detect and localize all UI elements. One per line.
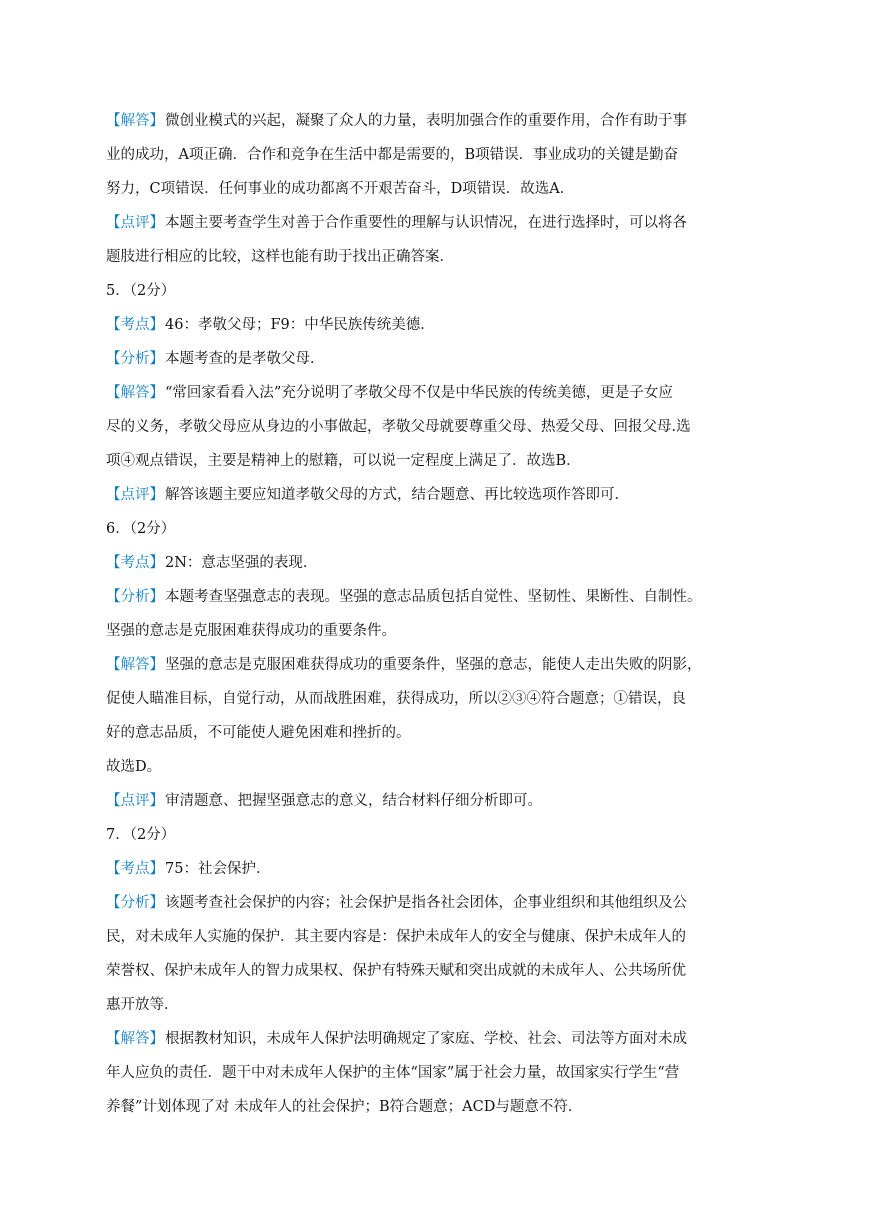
answer-text: 故选D。 [106, 759, 162, 775]
analysis-tag: 【分析】 [106, 895, 164, 911]
answer-text: 微创业模式的兴起，凝聚了众人的力量，表明加强合作的重要作用，合作有助于事 [165, 113, 687, 129]
point-text: 2N：意志坚强的表现． [165, 555, 318, 571]
answer-tag: 【解答】 [106, 1031, 164, 1047]
answer-text: 努力，C项错误．任何事业的成功都离不开艰苦奋斗，D项错误．故选A． [106, 181, 575, 197]
answer-line [106, 750, 769, 784]
answer-line [106, 682, 769, 716]
answer-text: 好的意志品质，不可能使人避免困难和挫折的。 [106, 725, 411, 741]
analysis-text: 本题考查坚强意志的表现。坚强的意志品质包括自觉性、坚韧性、果断性、自制性。 [165, 589, 702, 605]
question-number: 7．（2分） [106, 827, 176, 843]
comment-text: 题肢进行相应的比较，这样也能有助于找出正确答案． [106, 249, 454, 265]
answer-line [106, 716, 769, 750]
answer-line [106, 172, 769, 206]
comment-tag: 【点评】 [106, 793, 164, 809]
analysis-line [106, 614, 769, 648]
answer-text: 根据教材知识，未成年人保护法明确规定了家庭、学校、社会、司法等方面对未成 [165, 1031, 687, 1047]
comment-text: 本题主要考查学生对善于合作重要性的理解与认识情况，在进行选择时，可以将各 [165, 215, 687, 231]
answer-line [106, 648, 769, 682]
analysis-line [106, 886, 769, 920]
comment-text: 解答该题主要应知道孝敬父母的方式，结合题意、再比较选项作答即可． [165, 487, 629, 503]
analysis-text: 荣誉权、保护未成年人的智力成果权、保护有特殊天赋和突出成就的未成年人、公共场所优 [106, 963, 686, 979]
analysis-tag: 【分析】 [106, 351, 164, 367]
answer-line [106, 1090, 769, 1124]
comment-text: 审清题意、把握坚强意志的意义，结合材料仔细分析即可。 [165, 793, 542, 809]
answer-line [106, 104, 769, 138]
analysis-line [106, 954, 769, 988]
answer-tag: 【解答】 [106, 113, 164, 129]
answer-text: 促使人瞄准目标，自觉行动，从而战胜困难，获得成功，所以②③④符合题意；①错误，良 [106, 691, 686, 707]
answer-tag: 【解答】 [106, 657, 164, 673]
analysis-line [106, 342, 769, 376]
point-tag: 【考点】 [106, 317, 164, 333]
analysis-tag: 【分析】 [106, 589, 164, 605]
analysis-text: 坚强的意志是克服困难获得成功的重要条件。 [106, 623, 396, 639]
analysis-text: 本题考查的是孝敬父母． [165, 351, 325, 367]
point-line [106, 308, 769, 342]
answer-line [106, 1022, 769, 1056]
answer-tag: 【解答】 [106, 385, 164, 401]
answer-line [106, 444, 769, 478]
answer-line [106, 410, 769, 444]
comment-line [106, 784, 769, 818]
comment-line [106, 206, 769, 240]
analysis-text: 该题考查社会保护的内容；社会保护是指各社会团体，企事业组织和其他组织及公 [165, 895, 687, 911]
answer-line [106, 376, 769, 410]
point-text: 46：孝敬父母；F9：中华民族传统美德． [165, 317, 435, 333]
comment-tag: 【点评】 [106, 215, 164, 231]
answer-text: 项④观点错误，主要是精神上的慰籍，可以说一定程度上满足了．故选B． [106, 453, 581, 469]
answer-explanations [106, 104, 769, 1124]
answer-text: 尽的义务，孝敬父母应从身边的小事做起，孝敬父母就要尊重父母、热爱父母、回报父母.选 [106, 419, 691, 435]
question-number: 5．（2分） [106, 283, 176, 299]
answer-line [106, 138, 769, 172]
question-number: 6．（2分） [106, 521, 176, 537]
analysis-line [106, 580, 769, 614]
point-line [106, 546, 769, 580]
answer-text: 年人应负的责任．题干中对未成年人保护的主体“国家”属于社会力量，故国家实行学生“营 [106, 1065, 680, 1081]
answer-text: “常回家看看入法”充分说明了孝敬父母不仅是中华民族的传统美德，更是子女应 [165, 385, 673, 401]
analysis-line [106, 988, 769, 1022]
comment-line [106, 478, 769, 512]
point-tag: 【考点】 [106, 861, 164, 877]
comment-line [106, 240, 769, 274]
analysis-line [106, 920, 769, 954]
answer-line [106, 1056, 769, 1090]
point-text: 75：社会保护． [165, 861, 271, 877]
answer-text: 养餐”计划体现了对 未成年人的社会保护；B符合题意；ACD与题意不符． [106, 1099, 583, 1115]
answer-text: 坚强的意志是克服困难获得成功的重要条件，坚强的意志，能使人走出失败的阴影， [165, 657, 702, 673]
point-tag: 【考点】 [106, 555, 164, 571]
point-line [106, 852, 769, 886]
analysis-text: 民，对未成年人实施的保护．其主要内容是：保护未成年人的安全与健康、保护未成年人的 [106, 929, 686, 945]
analysis-text: 惠开放等． [106, 997, 179, 1013]
comment-tag: 【点评】 [106, 487, 164, 503]
answer-text: 业的成功，A项正确．合作和竞争在生活中都是需要的，B项错误．事业成功的关键是勤奋 [106, 147, 679, 163]
